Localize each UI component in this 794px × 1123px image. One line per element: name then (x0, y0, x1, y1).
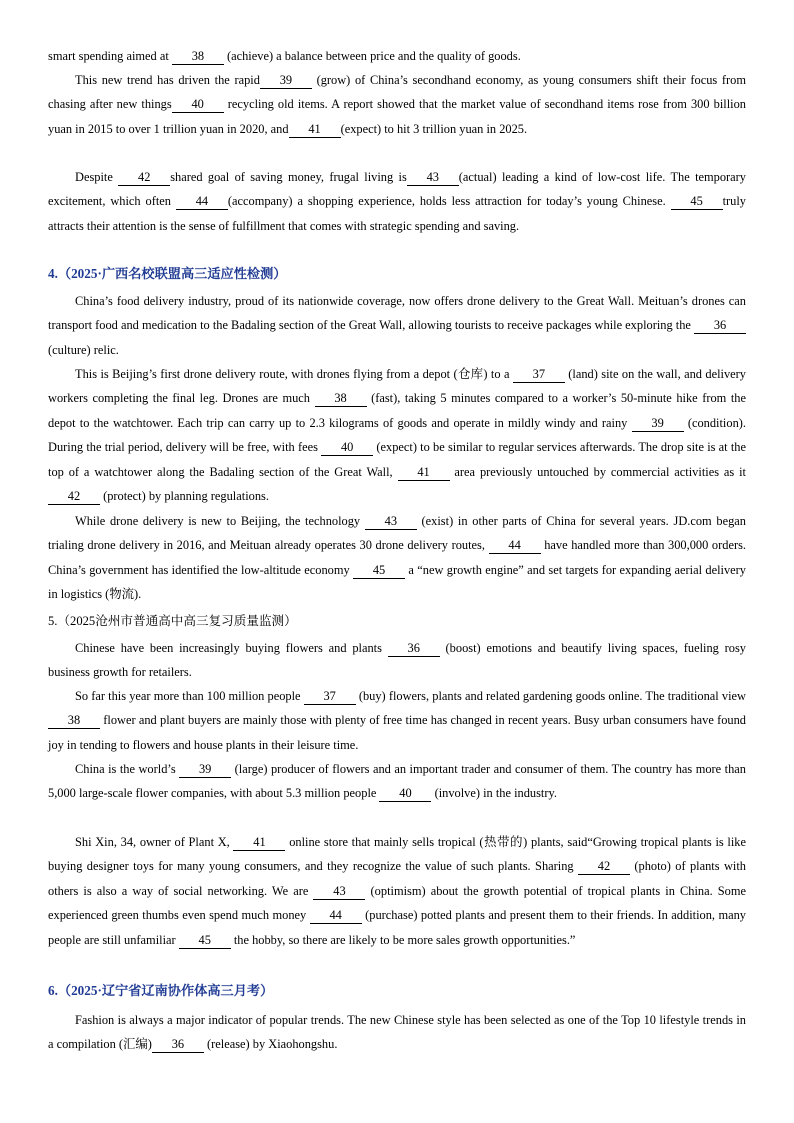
passage-text: So far this year more than 100 million people (75, 689, 304, 703)
answer-blank[interactable]: 37 (513, 366, 565, 383)
passage-text: the hobby, so there are likely to be more sales growth opportunities.” (230, 932, 576, 947)
q5-heading: 5.（2025沧州市普通高中高三复习质量监测） (48, 614, 297, 628)
passage-text: (actual) leading a kind of low-cost life. The temporary excitement, which often (48, 170, 746, 209)
q4-paragraph-3 (48, 509, 746, 607)
answer-blank[interactable]: 39 (260, 72, 312, 89)
passage-text: (boost) emotions and beautify living spaces, fueling rosy business growth for retailers. (48, 641, 746, 680)
answer-blank[interactable]: 36 (388, 640, 440, 657)
answer-blank[interactable]: 40 (172, 96, 224, 113)
passage-text: China’s food delivery industry, proud of its nationwide coverage, now offers drone delivery to the Great Wall. Meituan’s drones can transport food and medication to the Badaling section of the Great Wall, allowing tourists to receive packages while exploring the (48, 294, 746, 333)
passage-text: (accompany) a shopping experience, holds less attraction for today’s young Chinese. (227, 194, 671, 209)
passage-text: a “new growth engine” and set targets for expanding aerial delivery in logistics (物流). (48, 562, 746, 602)
answer-blank[interactable]: 39 (632, 415, 684, 432)
passage-text: Fashion is always a major indicator of popular trends. The new Chinese style has been selected as one of the Top 10 lifestyle trends in a compilation (汇编) (48, 1013, 746, 1052)
passage-text: (optimism) about the growth potential of tropical plants in China. Some experienced green thumbs even spend much money (48, 883, 746, 923)
answer-blank[interactable]: 42 (578, 858, 630, 875)
passage-text: (grow) of China’s secondhand economy, as young consumers shift their focus from chasing after new things (48, 73, 747, 112)
answer-blank[interactable]: 38 (315, 390, 367, 407)
passage-text: (large) producer of flowers and an important trader and consumer of them. The country has more than 5,000 large-scale flower companies, with about 5.3 million people (48, 762, 746, 801)
q3-continuation (48, 44, 746, 68)
passage-text: recycling old items. A report showed that the market value of secondhand items rose from 300 billion yuan in 2015 to over 1 trillion yuan in 2020, and (48, 97, 746, 136)
passage-text: Despite (75, 170, 119, 184)
passage-text: This new trend has driven the rapid (75, 73, 260, 87)
answer-blank[interactable]: 41 (233, 834, 285, 851)
answer-blank[interactable]: 40 (379, 785, 431, 802)
passage-text: (condition). During the trial period, delivery will be free, with fees (48, 415, 746, 455)
passage-text: flower and plant buyers are mainly those with plenty of free time has changed in recent years. Busy urban consumers have found joy in tending to flowers and house plants in their leisure time. (48, 713, 746, 752)
q3-paragraph-3 (48, 165, 746, 238)
answer-blank[interactable]: 44 (489, 537, 541, 554)
answer-blank[interactable]: 38 (48, 712, 100, 729)
answer-blank[interactable]: 36 (152, 1036, 204, 1053)
answer-blank[interactable]: 39 (179, 761, 231, 778)
q5-paragraph-3 (48, 757, 746, 806)
q4-source: （2025·广西名校联盟高三适应性检测） (57, 266, 287, 281)
passage-text: (release) by Xiaohongshu. (203, 1037, 338, 1052)
answer-blank[interactable]: 45 (671, 193, 723, 210)
passage-text: (expect) to be similar to regular services afterwards. The drop site is at the top of a watchtower along the Badaling section of the Great Wall, (48, 440, 746, 479)
answer-blank[interactable]: 41 (289, 121, 341, 138)
q6-heading (48, 981, 273, 1001)
q6-paragraph-1 (48, 1008, 746, 1057)
answer-blank[interactable]: 43 (365, 513, 417, 530)
passage-text: (expect) to hit 3 trillion yuan in 2025. (340, 121, 528, 136)
passage-text: (culture) relic. (48, 342, 119, 357)
passage-text: smart spending aimed at (48, 49, 172, 63)
answer-blank[interactable]: 42 (118, 169, 170, 186)
answer-blank[interactable]: 40 (321, 439, 373, 456)
answer-blank[interactable]: 44 (310, 907, 362, 924)
answer-blank[interactable]: 43 (407, 169, 459, 186)
answer-blank[interactable]: 36 (694, 317, 746, 334)
q5-paragraph-2 (48, 684, 746, 757)
passage-text: area previously untouched by commercial activities as it (449, 464, 747, 479)
answer-blank[interactable]: 38 (172, 48, 224, 65)
passage-text: truly attracts their attention is the sense of fulfillment that comes with strategic spending and saving. (48, 194, 746, 233)
passage-text: (achieve) a balance between price and the quality of goods. (223, 49, 521, 63)
passage-text: (buy) flowers, plants and related gardening goods online. The traditional view (355, 689, 746, 703)
answer-blank[interactable]: 44 (176, 193, 228, 210)
passage-text: online store that mainly sells tropical (热带的) plants, said“Growing tropical plants is like buying designer toys for many young consumers, and they recognize the value of such plants. Sharing (48, 835, 747, 874)
q4-paragraph-2 (48, 362, 746, 508)
passage-text: (fast), taking 5 minutes compared to a worker’s 50-minute hike from the depot to the watchtower. Each trip can carry up to 2.3 kilograms of goods and operate in mildly windy and rainy (48, 391, 746, 430)
passage-text: (exist) in other parts of China for several years. JD.com began trialing drone delivery in 2016, and Meituan already operates 30 drone delivery routes, (48, 514, 746, 553)
passage-text: China is the world’s (75, 762, 180, 776)
passage-text: (protect) by planning regulations. (100, 489, 269, 504)
passage-text: shared goal of saving money, frugal living is (170, 170, 407, 184)
q4-paragraph-1 (48, 289, 746, 362)
q3-paragraph-2 (48, 68, 746, 141)
answer-blank[interactable]: 41 (398, 464, 450, 481)
passage-text: (photo) of plants with others is also a way of social networking. We are (48, 859, 746, 898)
passage-text: (land) site on the wall, and delivery workers completing the final leg. Drones are much (48, 367, 747, 406)
passage-text: While drone delivery is new to Beijing, the technology (75, 514, 365, 528)
passage-text: This is Beijing’s first drone delivery route, with drones flying from a depot (仓库) to a (75, 367, 513, 381)
q4-heading (48, 264, 286, 284)
passage-text: (involve) in the industry. (431, 786, 557, 801)
passage-text: (purchase) potted plants and present them to their friends. In addition, many people are still unfamiliar (48, 908, 747, 947)
answer-blank[interactable]: 37 (304, 688, 356, 705)
answer-blank[interactable]: 45 (179, 932, 231, 949)
passage-text: Shi Xin, 34, owner of Plant X, (75, 835, 234, 849)
q5-paragraph-4 (48, 830, 746, 952)
answer-blank[interactable]: 45 (353, 562, 405, 579)
answer-blank[interactable]: 43 (313, 883, 365, 900)
passage-text: Chinese have been increasingly buying flowers and plants (75, 641, 388, 655)
passage-text: have handled more than 300,000 orders. China’s government has identified the low-altitude economy (48, 538, 746, 577)
q5-paragraph-1 (48, 636, 746, 685)
answer-blank[interactable]: 42 (48, 488, 100, 505)
q6-number: 6. (48, 983, 58, 998)
q4-number: 4. (48, 266, 58, 281)
q6-source: （2025·辽宁省辽南协作体高三月考） (57, 983, 274, 998)
